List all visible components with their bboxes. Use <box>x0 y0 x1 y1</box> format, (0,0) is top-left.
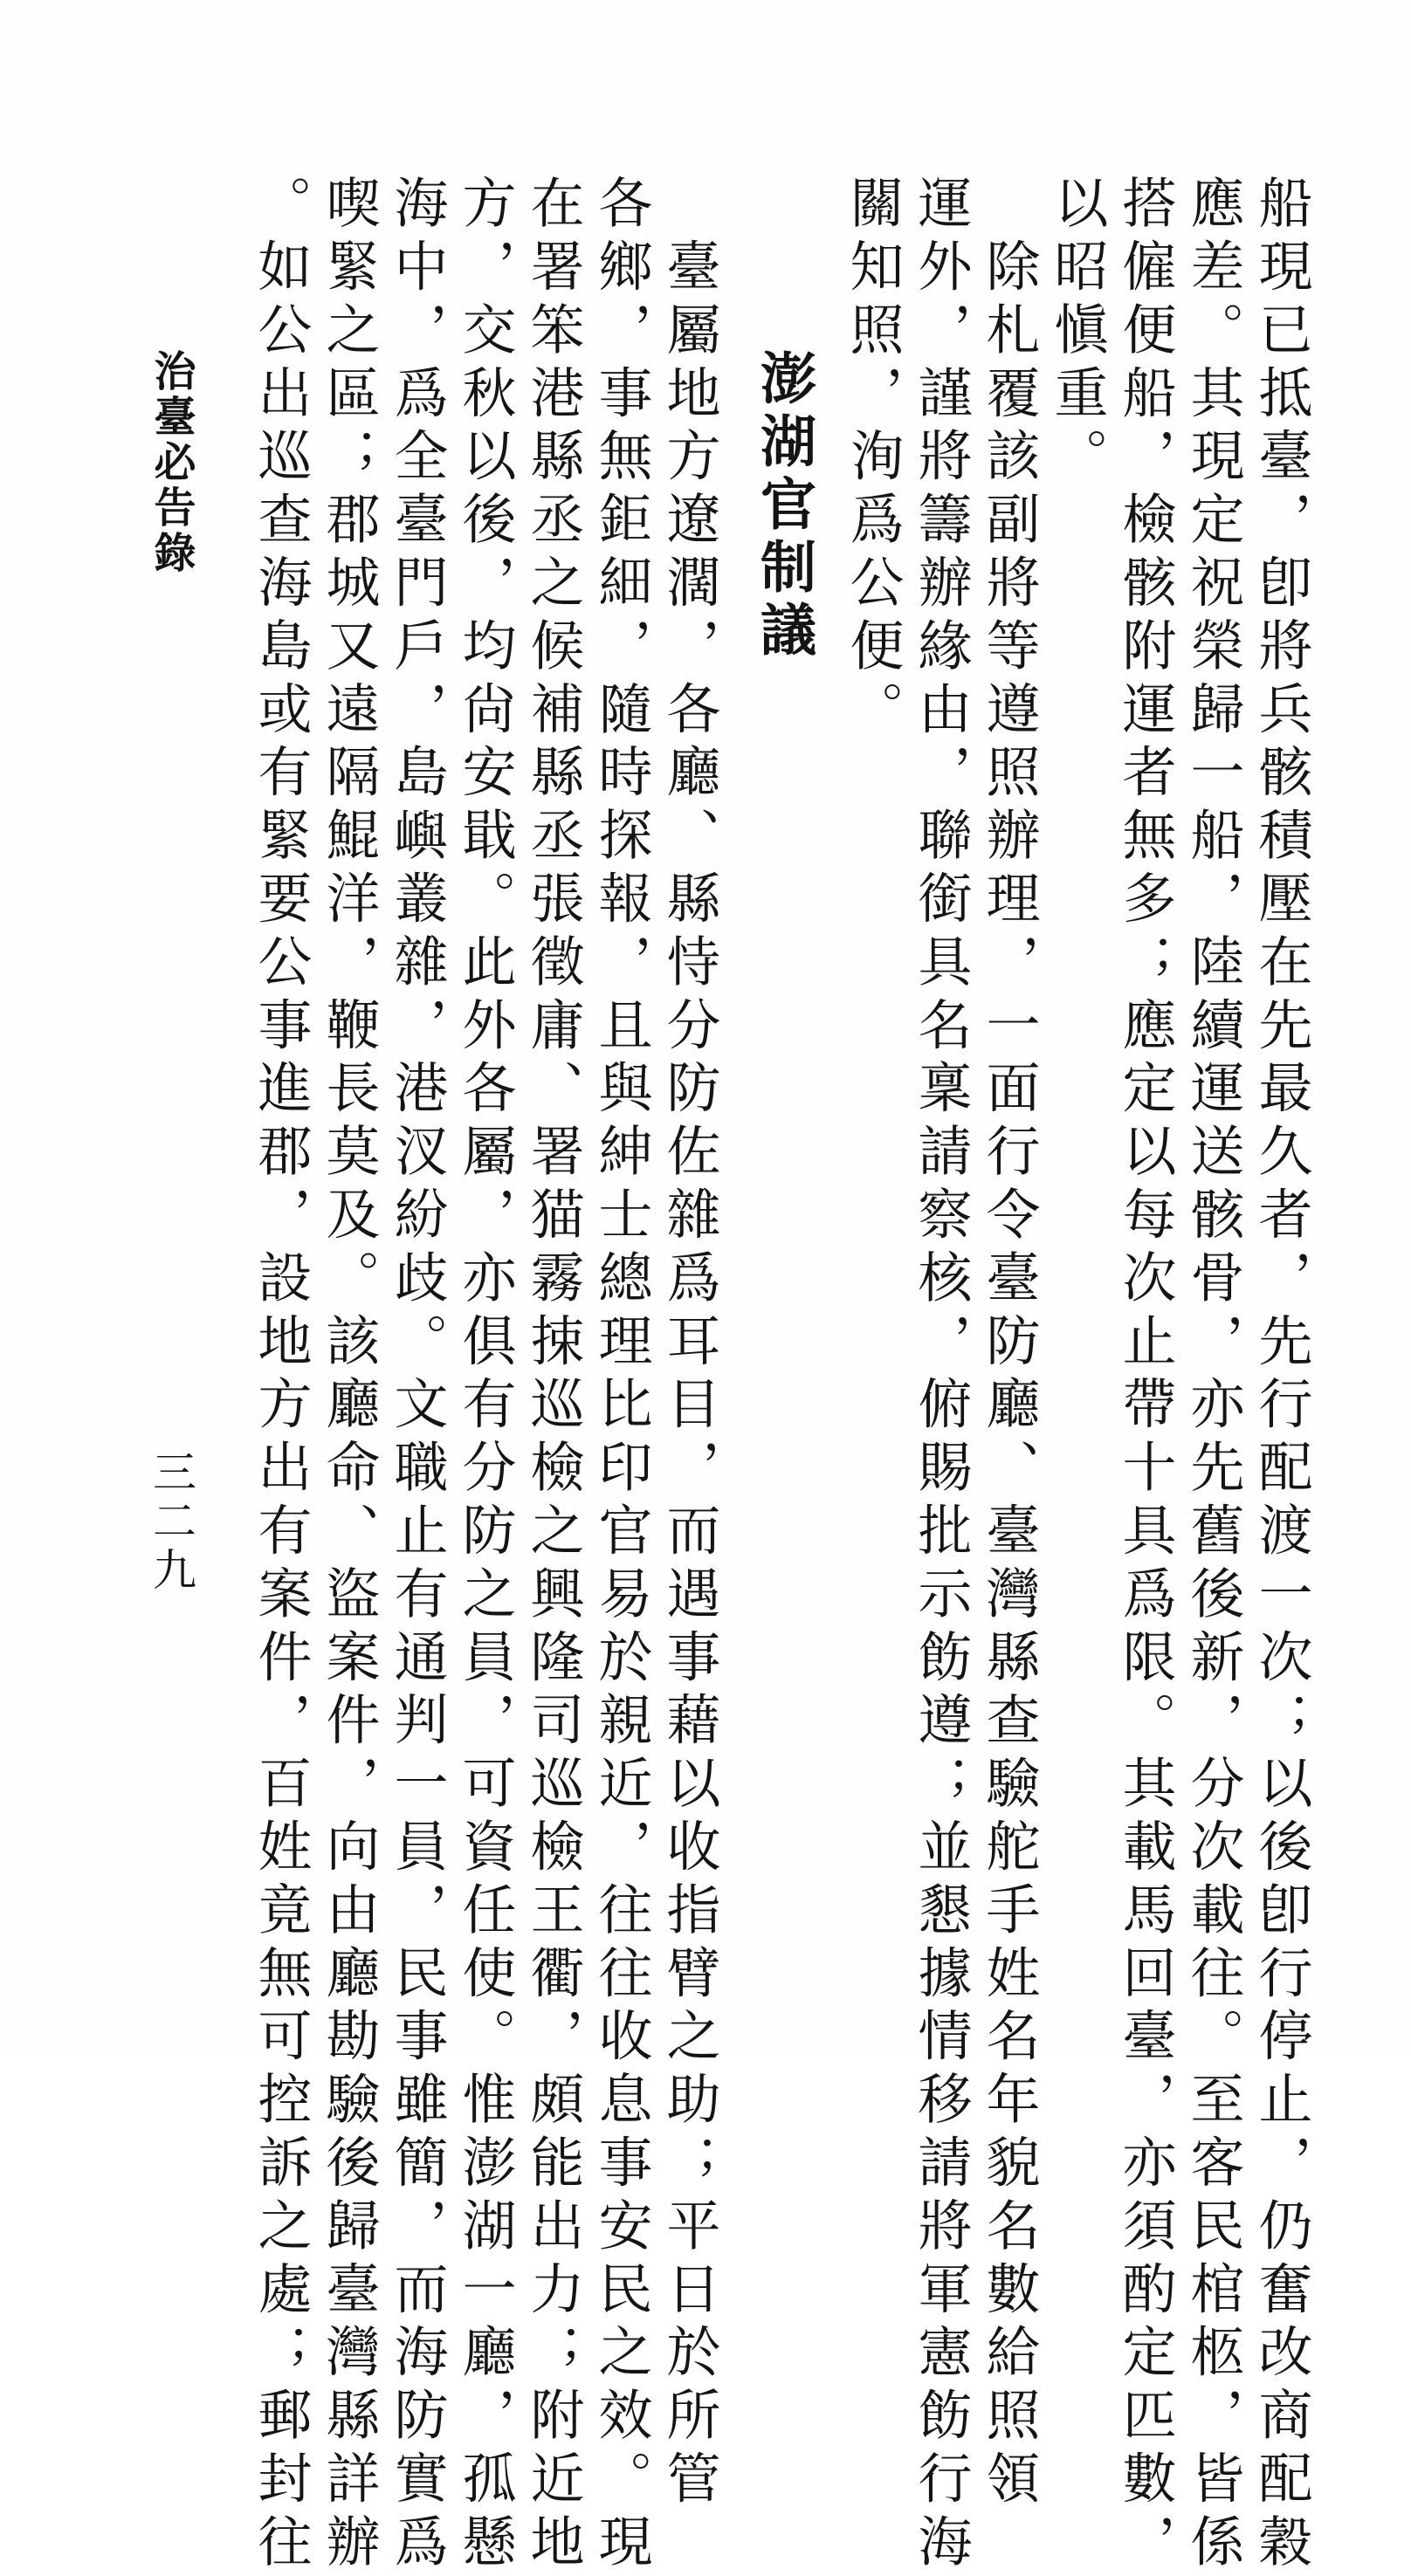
text-column: 關知照，洵爲公便。 <box>841 175 905 744</box>
text-column: 各鄉，事無鉅細，隨時探報，且與紳士總理比印官易於親近，往往收息事安民之效。現 <box>589 175 653 2576</box>
text-column: 海中，爲全臺門戶，島嶼叢雜，港汊紛歧。文職止有通判一員，民事雖簡，而海防實爲 <box>385 175 449 2576</box>
page-number: 三二九 <box>146 1449 196 1596</box>
book-title: 治臺必告錄 <box>147 349 196 576</box>
text-column: 。如公出巡查海島或有緊要公事進郡，設地方出有案件，百姓竟無可控訴之處；郵封往 <box>249 175 313 2576</box>
text-column: 搭僱便船，檢骸附運者無多；應定以每次止帶十具爲限。其載馬回臺，亦須酌定匹數， <box>1113 175 1177 2576</box>
text-column: 船現已抵臺，卽將兵骸積壓在先最久者，先行配渡一次；以後卽行停止，仍奮改商配穀 <box>1249 175 1313 2576</box>
text-column: 應差。其現定祝榮歸一船，陸續運送骸骨，亦先舊後新，分次載往。至客民棺柩，皆係 <box>1181 175 1245 2576</box>
text-column: 臺屬地方遼濶，各廳、縣恃分防佐雜爲耳目，而遇事藉以收指臂之助；平日於所管 <box>657 175 721 2513</box>
text-column: 方，交秋以後，均尙安戢。此外各屬，亦俱有分防之員，可資任使。惟澎湖一廳，孤懸 <box>453 175 517 2576</box>
text-column: 以昭愼重。 <box>1045 175 1109 491</box>
text-column: 喫緊之區；郡城又遠隔鯤洋，鞭長莫及。該廳命、盜案件，向由廳勘驗後歸臺灣縣詳辦 <box>317 175 381 2576</box>
text-column: 在署笨港縣丞之候補縣丞張徵庸、署猫霧捒巡檢之興隆司巡檢王衢，頗能出力；附近地 <box>521 175 585 2576</box>
text-column: 運外，謹將籌辦緣由，聯銜具名稟請察核，俯賜批示飭遵；並懇據情移請將軍憲飭行海 <box>909 175 973 2576</box>
text-column: 除札覆該副將等遵照辦理，一面行令臺防廳、臺灣縣查驗舵手姓名年貌名數給照領 <box>977 175 1041 2513</box>
section-heading: 澎湖官制議 <box>751 349 816 663</box>
